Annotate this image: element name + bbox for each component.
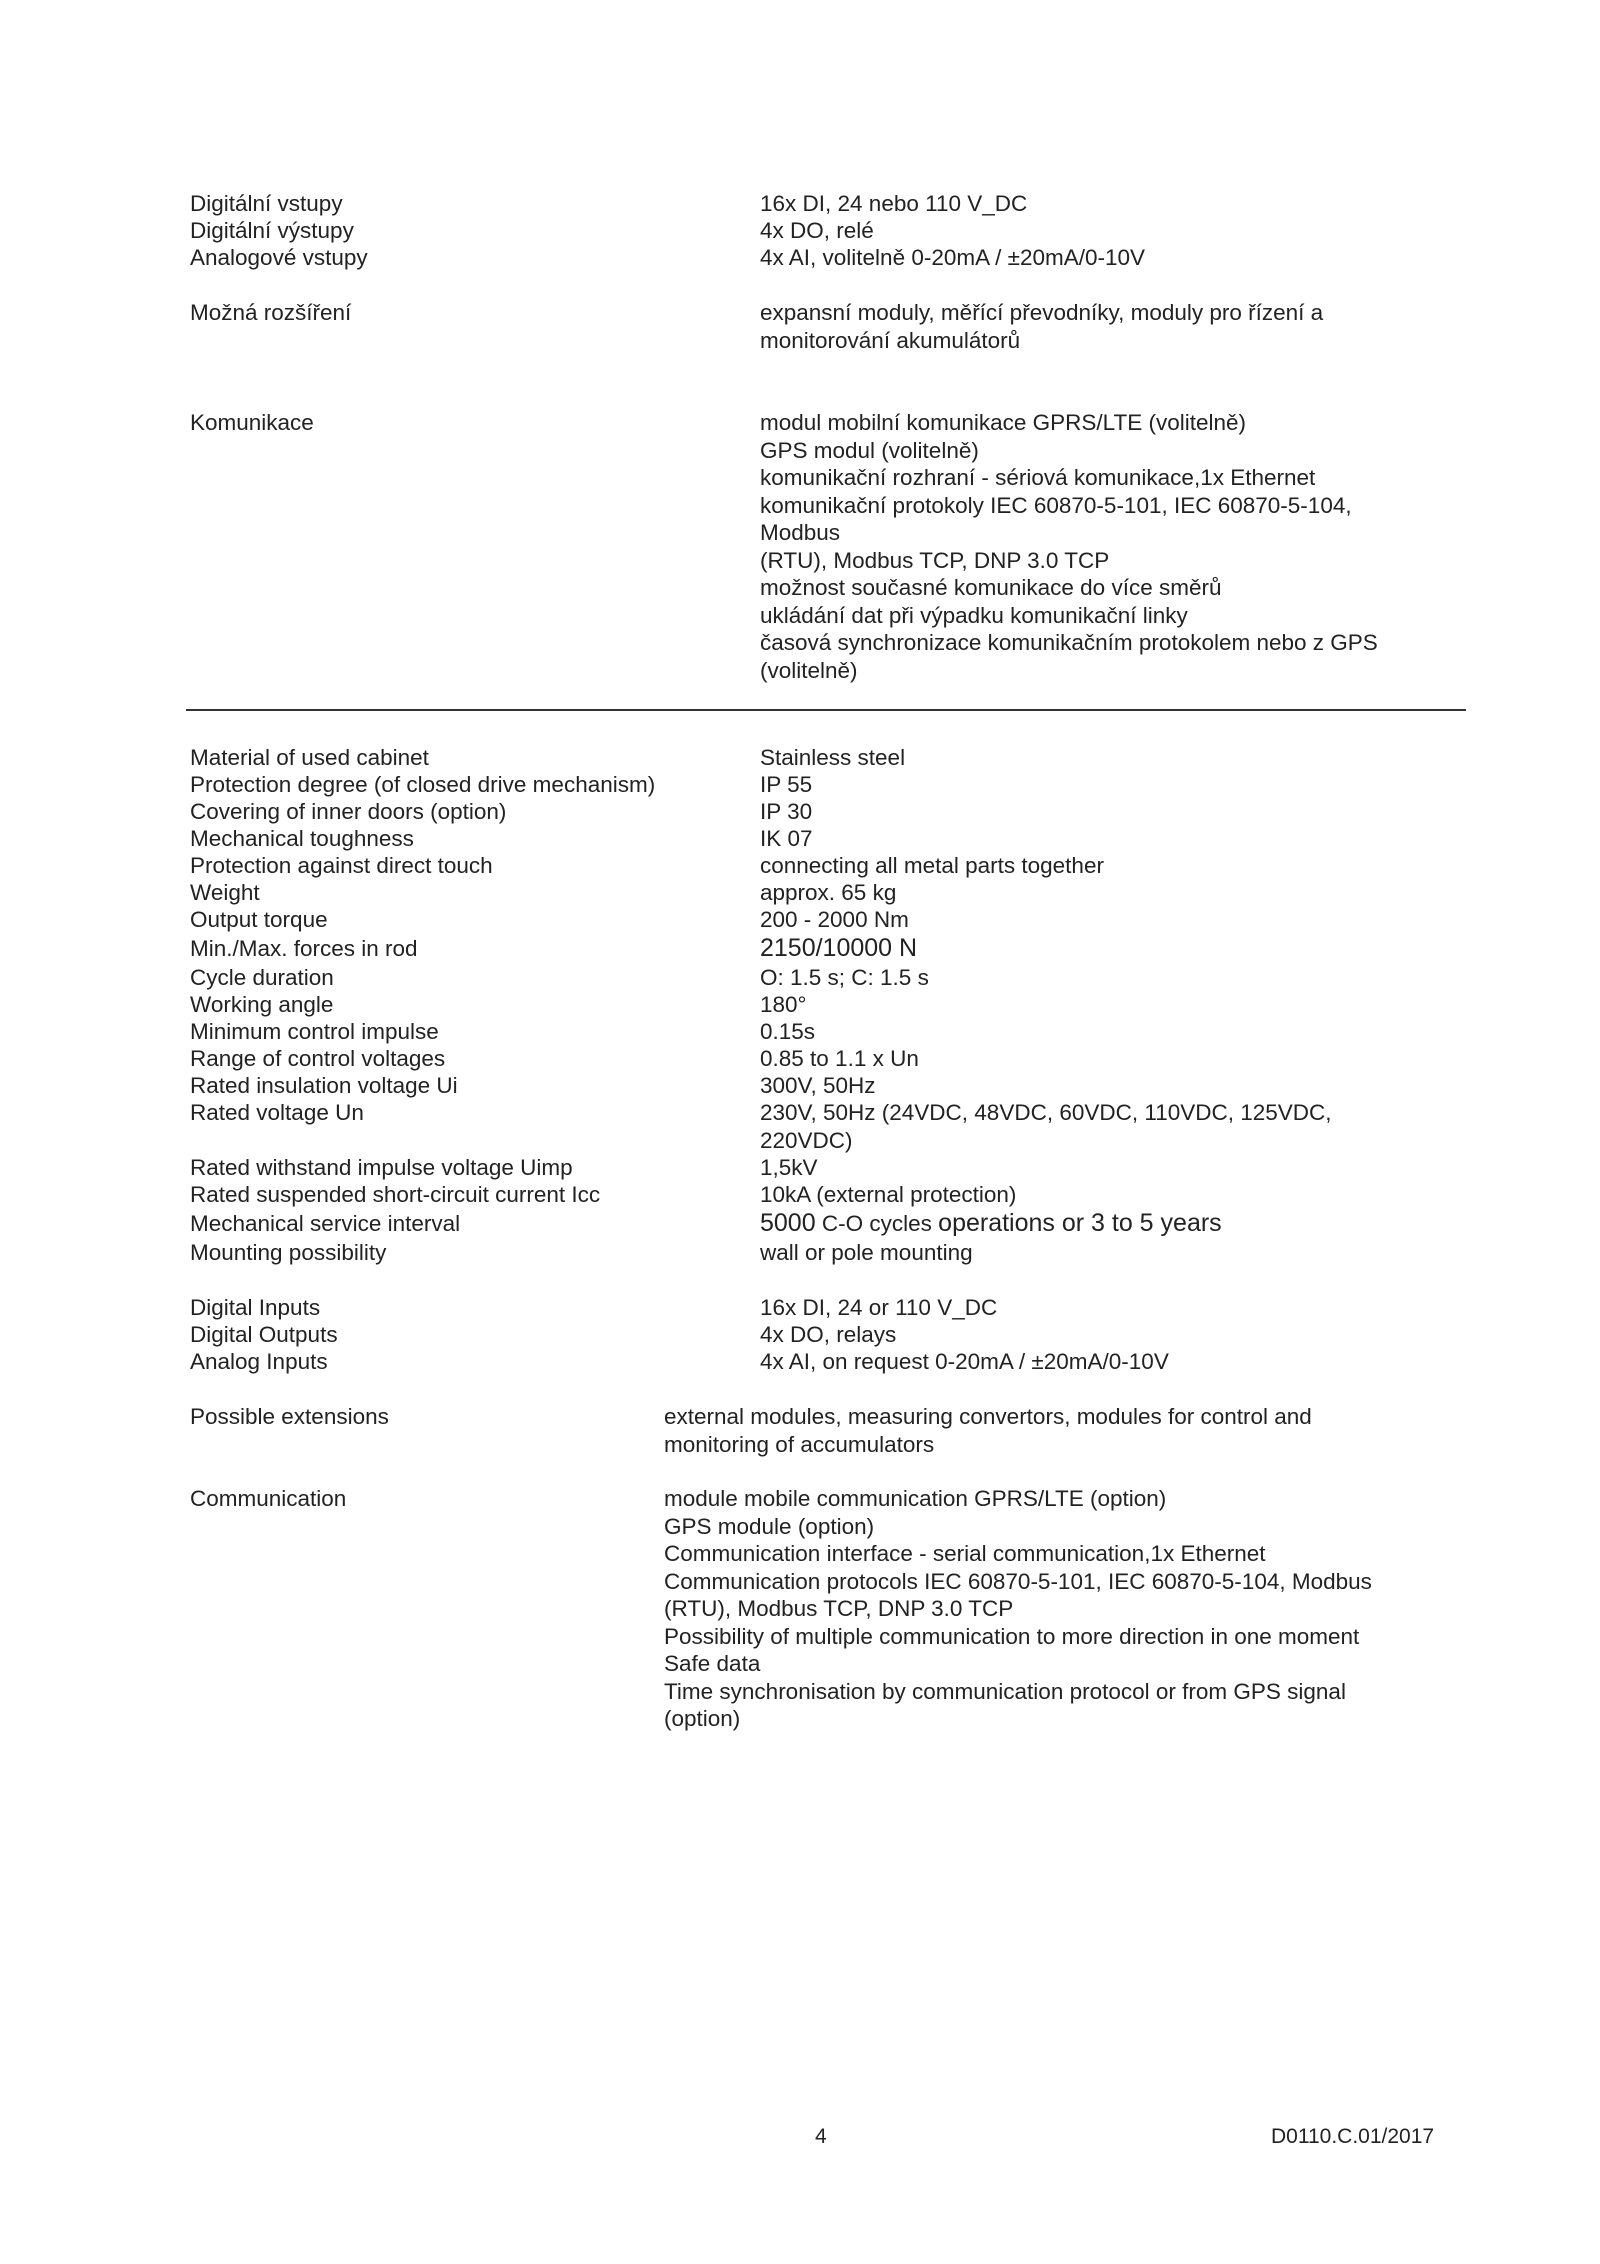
spec-label: Weight: [190, 880, 260, 905]
spec-value-line: možnost současné komunikace do více směrů: [760, 575, 1222, 600]
spec-value-line: Modbus: [760, 520, 841, 545]
spec-value-line: časová synchronizace komunikačním protokolem nebo z GPS: [760, 630, 1378, 655]
spec-value: 4x DO, relé: [760, 218, 874, 243]
spec-label: Rated withstand impulse voltage Uimp: [190, 1155, 573, 1180]
spec-label: Mechanical service interval: [190, 1211, 461, 1236]
spec-label: Komunikace: [190, 410, 314, 435]
spec-value: 4x AI, volitelně 0-20mA / ±20mA/0-10V: [760, 245, 1146, 270]
spec-value-line: Possibility of multiple communication to more direction in one moment: [664, 1623, 1360, 1649]
spec-value-line: GPS modul (volitelně): [760, 437, 979, 463]
spec-label: Digital Outputs: [190, 1322, 338, 1347]
spec-value: wall or pole mounting: [760, 1240, 973, 1265]
spec-label: Range of control voltages: [190, 1046, 446, 1071]
spec-label: Material of used cabinet: [190, 745, 429, 770]
spec-label: Rated suspended short-circuit current Icc: [190, 1182, 601, 1207]
service-cycles-number: 5000: [760, 1209, 816, 1237]
spec-label: Cycle duration: [190, 965, 334, 990]
spec-value: 16x DI, 24 nebo 110 V_DC: [760, 191, 1028, 216]
spec-label: Digital Inputs: [190, 1295, 321, 1320]
spec-label: Mechanical toughness: [190, 826, 414, 851]
spec-label: Covering of inner doors (option): [190, 799, 507, 824]
spec-value-line: (RTU), Modbus TCP, DNP 3.0 TCP: [664, 1596, 1014, 1621]
spec-value-line: GPS module (option): [664, 1513, 875, 1539]
page-number: 4: [815, 2125, 827, 2148]
spec-value: IP 30: [760, 799, 813, 824]
spec-label: Analog Inputs: [190, 1349, 328, 1374]
spec-value-line: monitoring of accumulators: [664, 1431, 935, 1457]
spec-value: connecting all metal parts together: [760, 853, 1104, 878]
spec-value: 2150/10000 N: [760, 934, 918, 962]
spec-value-block: [664, 1485, 1454, 1733]
spec-value: 0.85 to 1.1 x Un: [760, 1046, 919, 1071]
spec-label: Možná rozšíření: [190, 300, 352, 325]
spec-value-line: Time synchronisation by communication protocol or from GPS signal: [664, 1678, 1346, 1704]
spec-label: Digitální vstupy: [190, 191, 343, 216]
spec-value-block: [760, 1099, 1460, 1154]
spec-value-line: 220VDC): [760, 1127, 853, 1153]
spec-label: Protection against direct touch: [190, 853, 493, 878]
spec-value: 4x DO, relays: [760, 1322, 897, 1347]
spec-value: 300V, 50Hz: [760, 1073, 876, 1098]
spec-value-line: (option): [664, 1706, 741, 1731]
spec-value-line: expansní moduly, měřící převodníky, moduly pro řízení a: [760, 300, 1324, 325]
spec-value-block: [664, 1403, 1454, 1458]
spec-value-block: [760, 299, 1460, 354]
spec-value: 180°: [760, 992, 807, 1017]
service-interval-text: operations or 3 to 5 years: [938, 1209, 1222, 1237]
spec-value: IP 55: [760, 772, 813, 797]
spec-value: approx. 65 kg: [760, 880, 897, 905]
spec-value-line: modul mobilní komunikace GPRS/LTE (volitelně): [760, 410, 1247, 435]
spec-label: Possible extensions: [190, 1404, 389, 1429]
spec-value: 0.15s: [760, 1019, 816, 1044]
spec-label: Analogové vstupy: [190, 245, 368, 270]
spec-value-line: monitorování akumulátorů: [760, 327, 1021, 353]
spec-value: [760, 1210, 1460, 1238]
spec-value: IK 07: [760, 826, 813, 851]
spec-value: 4x AI, on request 0-20mA / ±20mA/0-10V: [760, 1349, 1169, 1374]
spec-value-line: Safe data: [664, 1651, 761, 1676]
spec-label: Rated voltage Un: [190, 1100, 364, 1125]
spec-value-line: komunikační rozhraní - sériová komunikace,1x Ethernet: [760, 465, 1316, 490]
spec-value: 16x DI, 24 or 110 V_DC: [760, 1295, 998, 1320]
spec-value-line: komunikační protokoly IEC 60870-5-101, IEC 60870-5-104,: [760, 492, 1352, 518]
spec-label: Digitální výstupy: [190, 218, 354, 243]
spec-value-line: (RTU), Modbus TCP, DNP 3.0 TCP: [760, 547, 1110, 573]
spec-value-line: module mobile communication GPRS/LTE (option): [664, 1486, 1167, 1511]
service-cycles-unit: C-O cycles: [821, 1211, 932, 1236]
spec-label: Rated insulation voltage Ui: [190, 1073, 458, 1098]
spec-label: Mounting possibility: [190, 1240, 387, 1265]
section-divider: [186, 709, 1466, 711]
spec-label: Min./Max. forces in rod: [190, 936, 418, 961]
spec-value: 1,5kV: [760, 1155, 818, 1180]
document-code: D0110.C.01/2017: [1271, 2125, 1435, 2148]
spec-label: Output torque: [190, 907, 328, 932]
spec-value: Stainless steel: [760, 745, 906, 770]
spec-label: Protection degree (of closed drive mechanism): [190, 772, 656, 797]
spec-value-block: [760, 409, 1460, 684]
spec-value-line: external modules, measuring convertors, modules for control and: [664, 1404, 1312, 1429]
spec-value-line: Communication interface - serial communication,1x Ethernet: [664, 1541, 1266, 1566]
spec-value: 200 - 2000 Nm: [760, 907, 909, 932]
spec-value-line: Communication protocols IEC 60870-5-101, IEC 60870-5-104, Modbus: [664, 1568, 1372, 1594]
spec-value-line: (volitelně): [760, 657, 858, 683]
spec-label: Minimum control impulse: [190, 1019, 439, 1044]
spec-label: Working angle: [190, 992, 334, 1017]
spec-value-line: ukládání dat při výpadku komunikační linky: [760, 602, 1188, 628]
spec-value-line: 230V, 50Hz (24VDC, 48VDC, 60VDC, 110VDC, 125VDC,: [760, 1100, 1332, 1125]
spec-label: Communication: [190, 1486, 347, 1511]
spec-value: 10kA (external protection): [760, 1182, 1017, 1207]
spec-value: O: 1.5 s; C: 1.5 s: [760, 965, 929, 990]
